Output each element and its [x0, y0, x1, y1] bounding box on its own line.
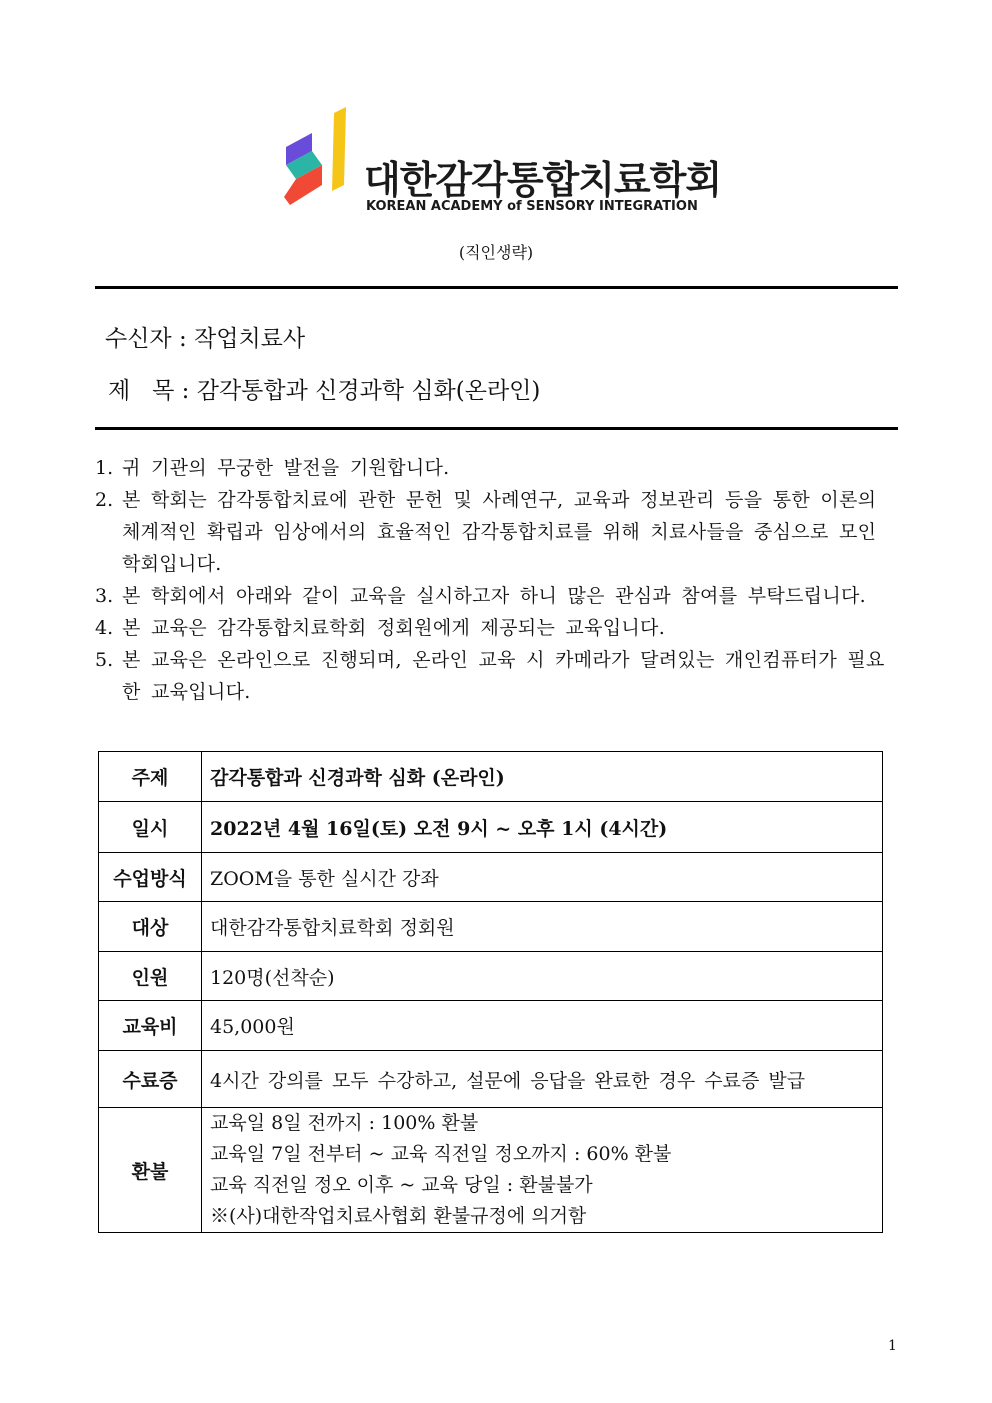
recipient-label: 수신자 — [105, 326, 172, 352]
subject-value: 감각통합과 신경과학 심화(온라인) — [196, 378, 541, 404]
academy-name-korean: 대한감각통합치료학회 — [364, 158, 722, 202]
refund-line: 교육일 7일 전부터 ~ 교육 직전일 정오까지 : 60% 환불 — [210, 1143, 672, 1165]
row-value-datetime: 2022년 4월 16일(토) 오전 9시 ~ 오후 1시 (4시간) — [202, 802, 883, 853]
refund-line: 교육일 8일 전까지 : 100% 환불 — [210, 1112, 479, 1134]
row-label-capacity: 인원 — [99, 952, 202, 1001]
course-info-table — [98, 751, 883, 1233]
academy-name-english: KOREAN ACADEMY of SENSORY INTEGRATION — [366, 199, 698, 214]
table-row — [99, 1001, 883, 1051]
row-value-certificate: 4시간 강의를 모두 수강하고, 설문에 응답을 완료한 경우 수료증 발급 — [202, 1051, 883, 1108]
recipient-line: 수신자 : 작업치료사 — [105, 326, 306, 352]
subject-line: 제 목 : 감각통합과 신경과학 심화(온라인) — [108, 378, 541, 404]
row-value-refund — [202, 1108, 883, 1233]
row-value-fee: 45,000원 — [202, 1001, 883, 1051]
refund-line: ※(사)대한작업치료사협회 환불규정에 의거함 — [210, 1205, 587, 1227]
academy-logo — [282, 107, 722, 217]
recipient-value: 작업치료사 — [194, 326, 306, 352]
subject-label: 제 목 — [108, 378, 175, 404]
row-label-topic: 주제 — [99, 752, 202, 802]
row-value-capacity: 120명(선착순) — [202, 952, 883, 1001]
row-value-method: ZOOM을 통한 실시간 강좌 — [202, 853, 883, 902]
header-bottom-rule — [95, 427, 898, 430]
table-row — [99, 752, 883, 802]
table-row — [99, 902, 883, 952]
row-label-certificate: 수료증 — [99, 1051, 202, 1108]
list-item: 1. 귀 기관의 무궁한 발전을 기원합니다. — [95, 457, 450, 479]
list-item: 2. 본 학회는 감각통합치료에 관한 문헌 및 사례연구, 교육과 정보관리 등을 통한 이론의 체계적인 확립과 임상에서의 효율적인 감각통합치료를 위해 치료사들을 중심으로 모인 학회입니다. — [95, 489, 877, 575]
row-label-method: 수업방식 — [99, 853, 202, 902]
notice-list — [95, 452, 895, 708]
table-row — [99, 853, 883, 902]
row-value-target: 대한감각통합치료학회 정회원 — [202, 902, 883, 952]
list-item: 4. 본 교육은 감각통합치료학회 정회원에게 제공되는 교육입니다. — [95, 617, 666, 639]
row-label-refund: 환불 — [99, 1108, 202, 1233]
row-label-datetime: 일시 — [99, 802, 202, 853]
refund-line: 교육 직전일 정오 이후 ~ 교육 당일 : 환불불가 — [210, 1174, 593, 1196]
table-row — [99, 1051, 883, 1108]
header-top-rule — [95, 286, 898, 289]
table-row — [99, 952, 883, 1001]
page-number: 1 — [888, 1338, 897, 1354]
table-row — [99, 802, 883, 853]
row-label-target: 대상 — [99, 902, 202, 952]
list-item: 3. 본 학회에서 아래와 같이 교육을 실시하고자 하니 많은 관심과 참여를 부탁드립니다. — [95, 585, 866, 607]
table-row — [99, 1108, 883, 1233]
academy-logo-mark-icon — [282, 107, 352, 217]
row-label-fee: 교육비 — [99, 1001, 202, 1051]
row-value-topic: 감각통합과 신경과학 심화 (온라인) — [202, 752, 883, 802]
seal-omitted-note: (직인생략) — [458, 243, 534, 262]
list-item: 5. 본 교육은 온라인으로 진행되며, 온라인 교육 시 카메라가 달려있는 개인컴퓨터가 필요한 교육입니다. — [95, 649, 885, 703]
